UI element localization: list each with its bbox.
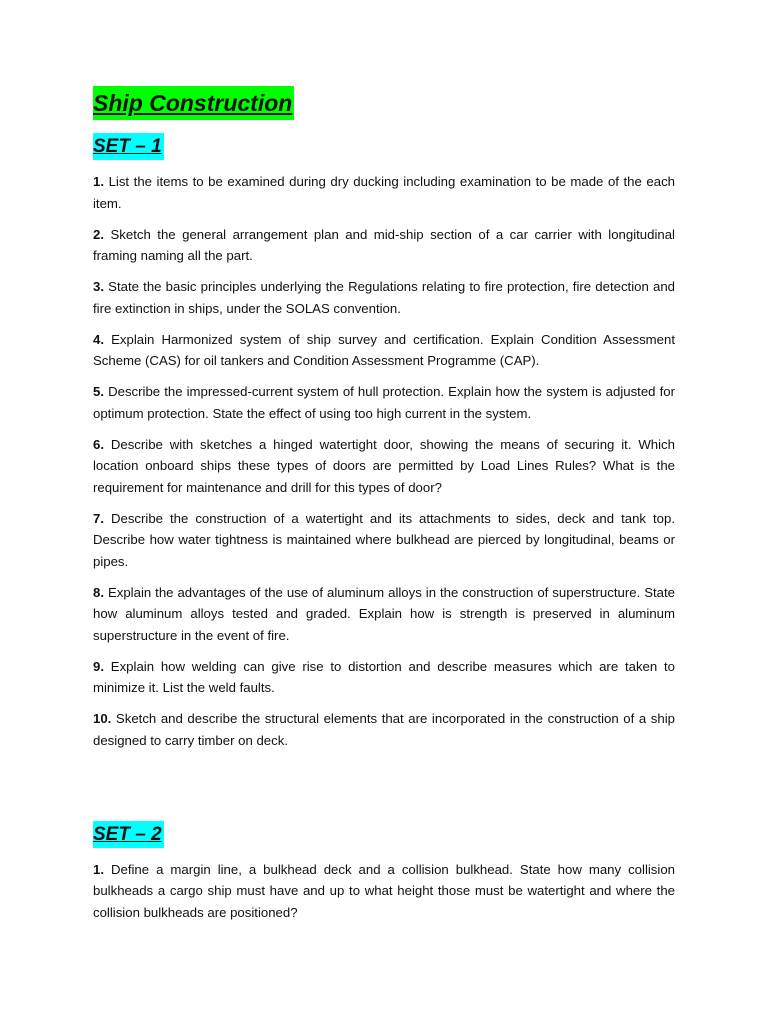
question-number: 10. [93,711,112,726]
question-text: Sketch the general arrangement plan and mid-ship section of a car carrier with longitudinal framing naming all the part. [93,226,675,263]
question-text: State the basic principles underlying the Regulations relating to fire protection, fire detection and fire extinction in ships, under the SOLAS convention. [93,279,675,316]
question-number: 1. [93,174,104,189]
question-item [93,582,675,647]
set-2-section [93,761,675,924]
question-text: Describe with sketches a hinged watertight door, showing the means of securing it. Which location onboard ships these types of doors are permitted by Load Lines Rules? What is the requirement for maintenance and drill for this types of door? [93,436,675,495]
question-number: 7. [93,510,104,526]
question-text: Sketch and describe the structural elements that are incorporated in the construction of a ship designed to carry timber on deck. [93,711,675,748]
question-item [93,381,675,424]
question-item [93,508,675,573]
question-item [93,656,675,699]
question-number: 6. [93,436,104,452]
question-number: 5. [93,384,104,399]
question-text: Explain the advantages of the use of aluminum alloys in the construction of superstructure. State how aluminum alloys tested and graded. Explain how is strength is preserved in aluminum superstructure in the event of fire. [93,584,675,643]
question-number: 3. [93,279,104,294]
question-number: 1. [93,861,104,877]
question-item [93,708,675,751]
question-text: Describe the impressed-current system of hull protection. Explain how the system is adjusted for optimum protection. State the effect of using too high current in the system. [93,384,675,421]
question-item [93,329,675,372]
question-text: List the items to be examined during dry ducking including examination to be made of the each item. [93,174,675,211]
question-text: Explain Harmonized system of ship survey and certification. Explain Condition Assessment Scheme (CAS) for oil tankers and Condition Assessment Programme (CAP). [93,331,675,368]
set-2-heading: SET – 2 [93,821,164,848]
question-item [93,224,675,267]
question-number: 9. [93,658,104,674]
page-title: Ship Construction [93,86,294,120]
set-2-questions [93,859,675,924]
question-item [93,859,675,924]
set-1-section [93,120,675,751]
set-1-questions [93,171,675,751]
question-number: 4. [93,331,104,347]
question-number: 2. [93,226,104,242]
question-item [93,434,675,499]
set-1-heading: SET – 1 [93,133,164,160]
question-number: 8. [93,584,104,600]
question-item [93,276,675,319]
document-content [93,86,675,933]
question-text: Explain how welding can give rise to distortion and describe measures which are taken to minimize it. List the weld faults. [93,658,675,695]
question-item [93,171,675,214]
question-text: Describe the construction of a watertight and its attachments to sides, deck and tank top. Describe how water tightness is maintained where bulkhead are pierced by longitudinal, beams or pipes. [93,510,675,569]
question-text: Define a margin line, a bulkhead deck and a collision bulkhead. State how many collision bulkheads a cargo ship must have and up to what height those must be watertight and where the collision bulkheads are positioned? [93,861,675,920]
